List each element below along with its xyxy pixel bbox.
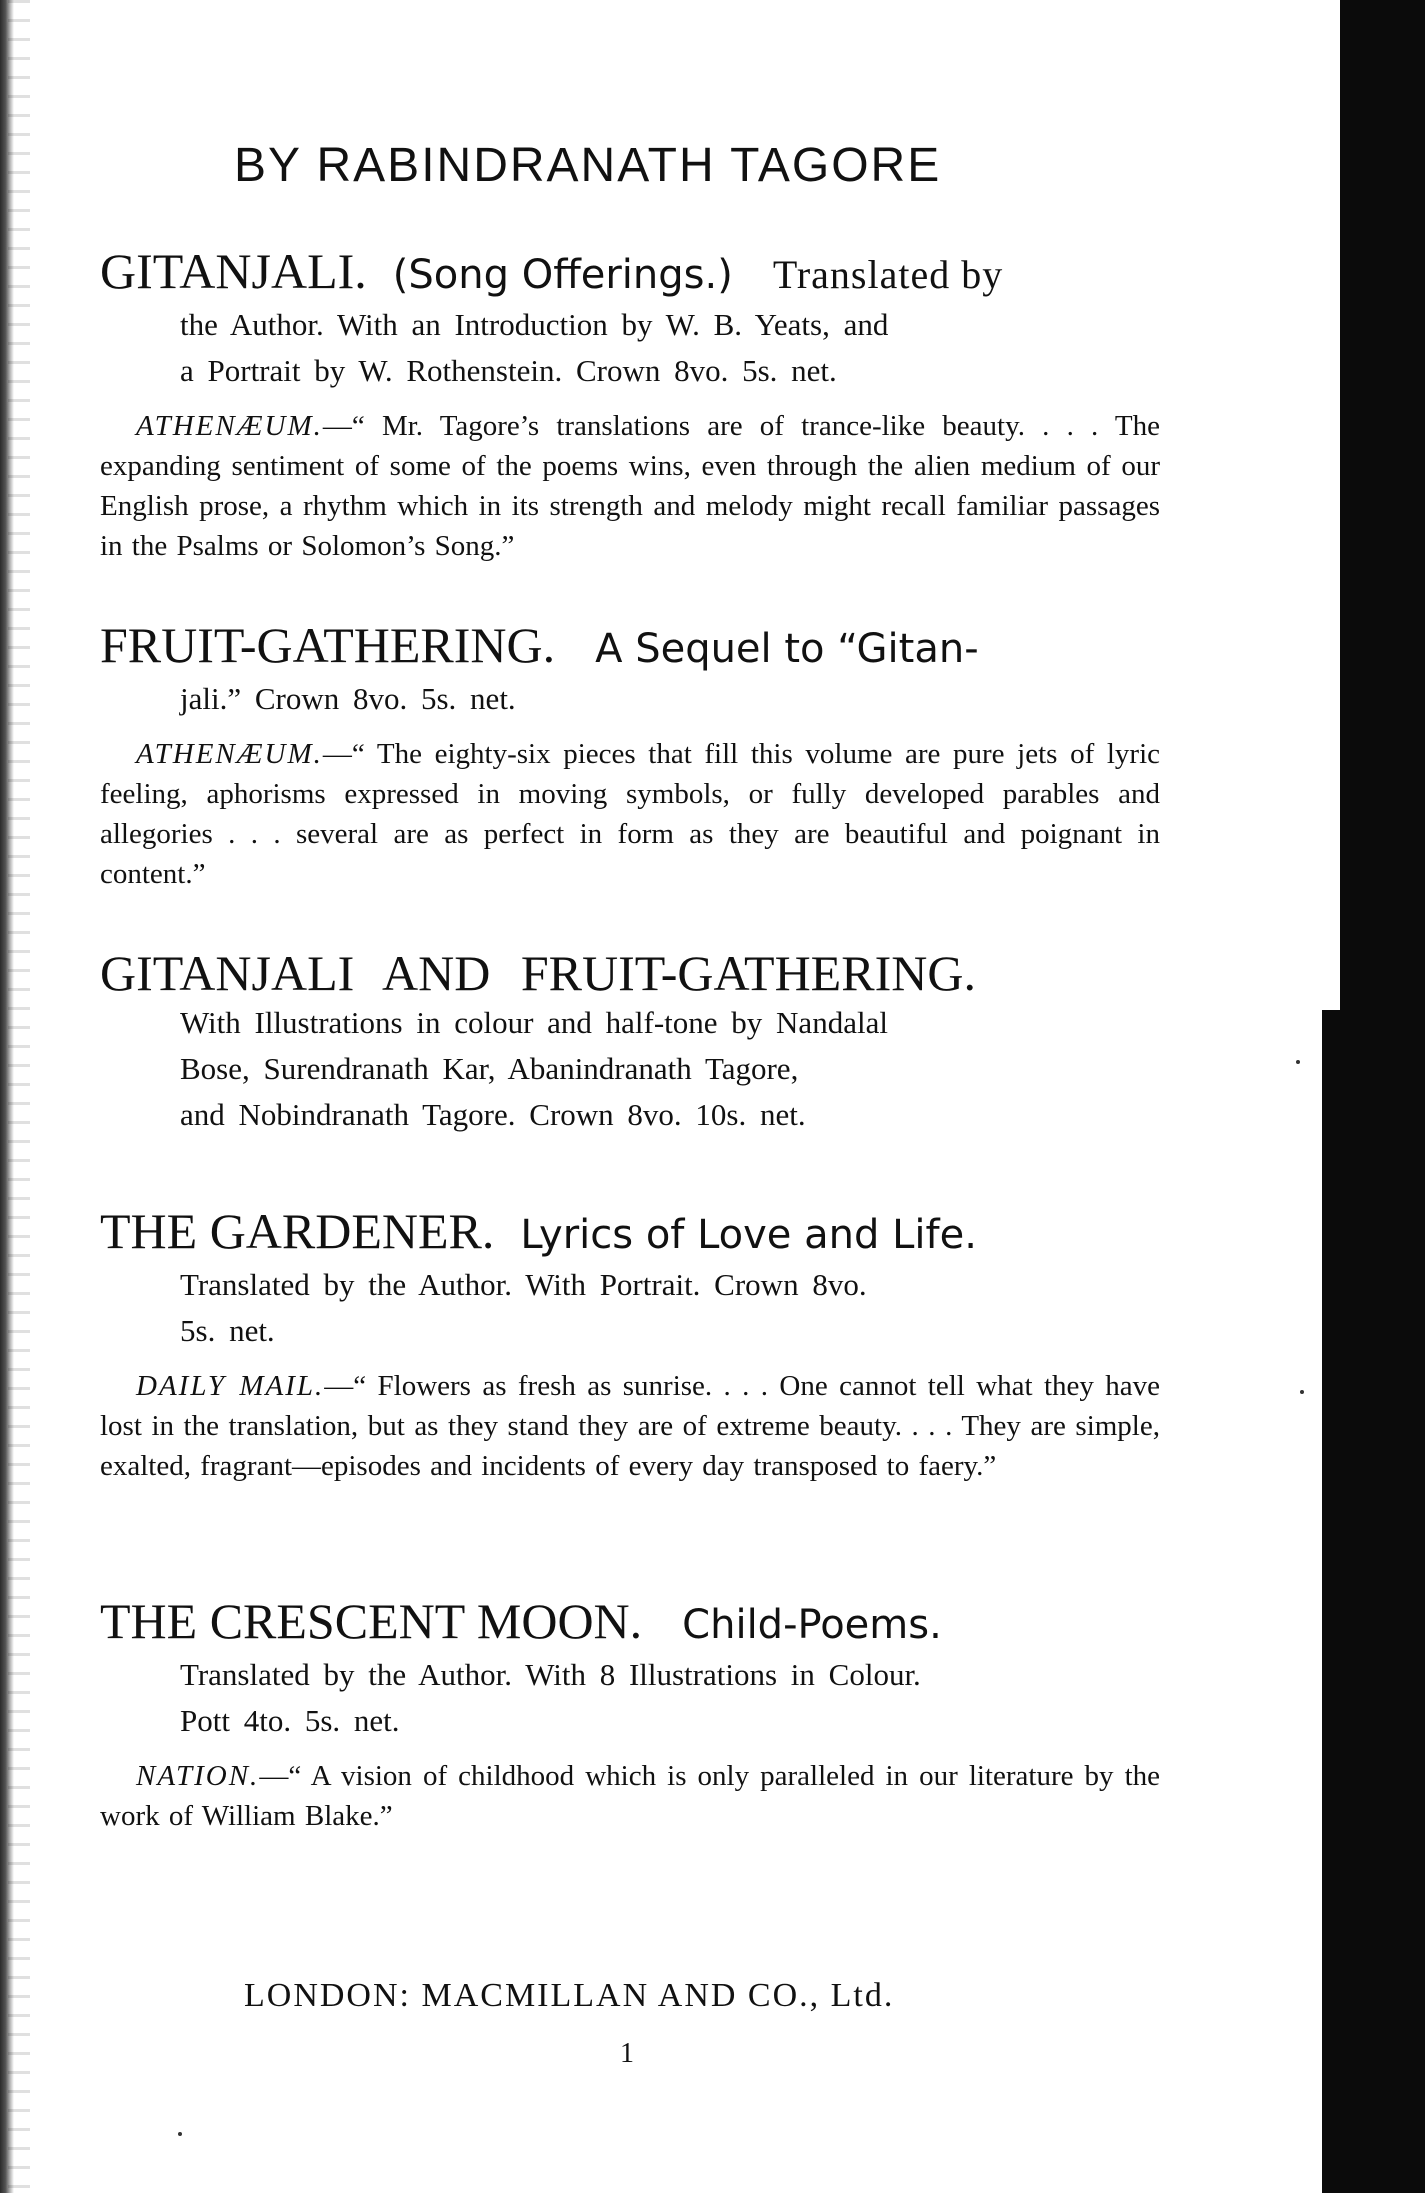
press-review [100, 734, 1160, 894]
entry-details: Translated by the Author. With 8 Illustrations in Colour. [180, 1657, 921, 1692]
entry-heading [100, 616, 1160, 678]
entry-title: THE CRESCENT MOON. [100, 1593, 643, 1649]
entry-details: Translated by the Author. With Portrait. Crown 8vo. [180, 1267, 867, 1302]
entry-subtitle: A Sequel to “Gitan- [595, 626, 979, 672]
review-source: ATHENÆUM. [136, 410, 323, 442]
entry-subtitle: (Song Offerings.) [392, 252, 733, 298]
entry-trailing: Translated by [772, 252, 1004, 297]
book-entry-the-crescent-moon [100, 1592, 1160, 1836]
entry-subtitle: Child-Poems. [682, 1602, 942, 1648]
entry-title: THE GARDENER. [100, 1203, 495, 1259]
book-entry-gitanjali [100, 242, 1160, 566]
scan-speck [1300, 1390, 1304, 1394]
press-review [100, 406, 1160, 566]
entry-heading [100, 1592, 1160, 1654]
book-entry-fruit-gathering [100, 616, 1160, 894]
scan-speck [178, 2132, 182, 2136]
page-title: BY RABINDRANATH TAGORE [234, 139, 942, 192]
entry-details: 5s. net. [180, 1313, 275, 1348]
entry-details: a Portrait by W. Rothenstein. Crown 8vo. 5s. net. [180, 353, 837, 388]
review-source: NATION. [136, 1760, 260, 1792]
review-source: DAILY MAIL. [136, 1370, 325, 1402]
review-source: ATHENÆUM. [136, 738, 323, 770]
review-text: —“ Mr. Tagore’s translations are of trance-like beauty. . . . The expanding sentiment of some of the poems wins, even through the alien medium of our English prose, a rhythm which in its strength and melody might recall familiar passages in the Psalms or Solomon’s Song.” [100, 410, 1160, 562]
entry-details: Bose, Surendranath Kar, Abanindranath Tagore, [180, 1051, 799, 1086]
entry-details: Pott 4to. 5s. net. [180, 1703, 400, 1738]
entry-details: With Illustrations in colour and half-tone by Nandalal [180, 1005, 888, 1040]
entry-details: jali.” Crown 8vo. 5s. net. [180, 681, 516, 716]
scan-speck [1296, 1060, 1300, 1064]
scan-edge-left-noise [8, 0, 30, 2193]
press-review [100, 1366, 1160, 1486]
entry-title: GITANJALI AND FRUIT-GATHERING. [100, 945, 976, 1001]
entry-subtitle: Lyrics of Love and Life. [520, 1212, 977, 1258]
entry-details: the Author. With an Introduction by W. B. Yeats, and [180, 307, 889, 342]
entry-title: FRUIT-GATHERING. [100, 617, 556, 673]
scan-edge-right-notch [1322, 1010, 1344, 2193]
review-text: —“ A vision of childhood which is only paralleled in our literature by the work of William Blake.” [100, 1760, 1160, 1832]
press-review [100, 1756, 1160, 1836]
scan-edge-right [1340, 0, 1425, 2193]
entry-heading [100, 1202, 1160, 1264]
entry-details: and Nobindranath Tagore. Crown 8vo. 10s. net. [180, 1097, 806, 1132]
publisher-imprint: LONDON: MACMILLAN AND CO., Ltd. [244, 1977, 895, 2014]
review-text: —“ The eighty-six pieces that fill this volume are pure jets of lyric feeling, aphorisms expressed in moving symbols, or fully developed parables and allegories . . . several are as perfect in form as they are beautiful and poignant in content.” [100, 738, 1160, 890]
entry-title: GITANJALI. [100, 243, 367, 299]
book-entry-the-gardener [100, 1202, 1160, 1486]
review-text: —“ Flowers as fresh as sunrise. . . . One cannot tell what they have lost in the translation, but as they stand they are of extreme beauty. . . . They are simple, exalted, fragrant—episodes and incidents of every day transposed to faery.” [100, 1370, 1160, 1482]
page-number: 1 [620, 2038, 634, 2069]
entry-heading [100, 242, 1160, 304]
book-entry-gitanjali-and-fruit-gathering [100, 944, 1160, 1138]
